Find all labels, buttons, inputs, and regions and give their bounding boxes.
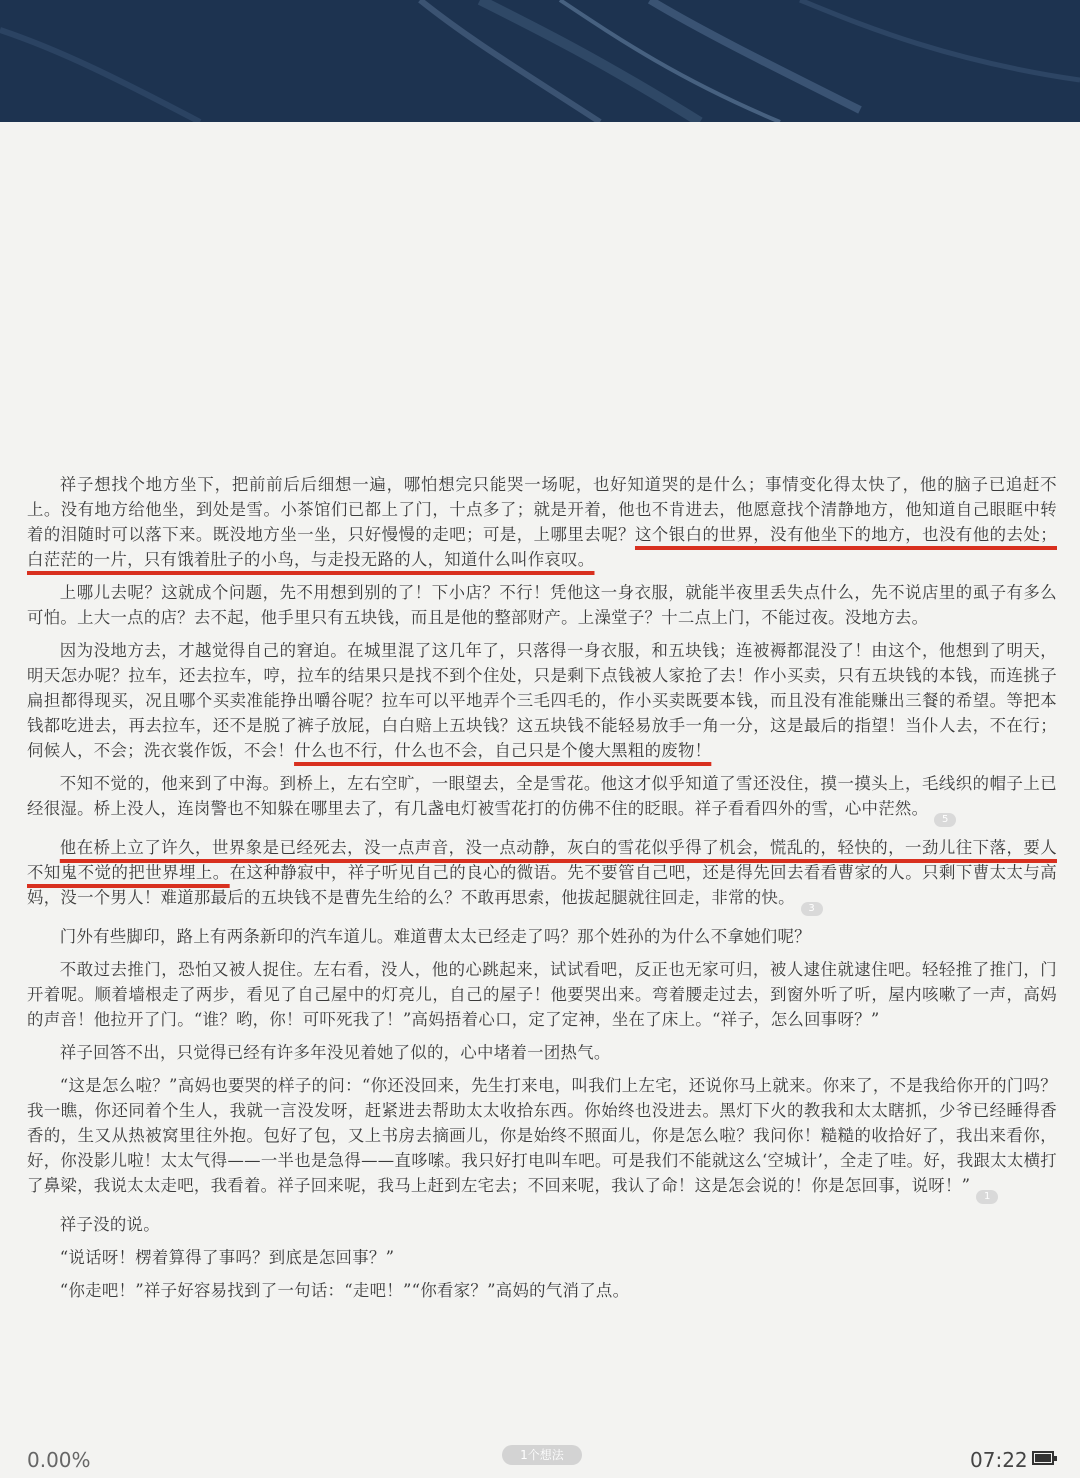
paragraph-text: 上哪儿去呢？这就成个问题，先不用想到别的了！下小店？不行！凭他这一身衣服，就能半夜里丢失点什么，先不说店里的虱子有多么可怕。上大一点的店？去不起，他手里只有五块钱，而且是他的整部财产。上澡堂子？十二点上门，不能过夜。没地方去。	[27, 583, 1057, 627]
paragraph[interactable]	[27, 957, 1057, 1032]
paragraph[interactable]	[27, 1212, 1057, 1237]
book-content[interactable]	[27, 472, 1057, 1311]
highlighted-text[interactable]: 什么也不行，什么也不会，自己只是个傻大黑粗的废物！	[294, 741, 712, 760]
thoughts-button[interactable]: 1个想法	[502, 1445, 582, 1465]
paragraph[interactable]	[27, 1040, 1057, 1065]
paragraph[interactable]	[27, 1073, 1057, 1204]
paragraph-text: 在这种静寂中，祥子听见自己的良心的微语。先不要管自己吧，还是得先回去看看曹家的人。只剩下曹太太与高妈，没一个男人！难道那最后的五块钱不是曹先生给的么？不敢再思索，他拔起腿就往回走，非常的快。	[27, 863, 1057, 907]
highlighted-text[interactable]: 这个银白的世界，没有他坐下的地方，也没有他的去处；白茫茫的一片，只有饿着肚子的小鸟，与走投无路的人，知道什么叫作哀叹。	[27, 525, 1057, 569]
paragraph-text: 祥子回答不出，只觉得已经有许多年没见着她了似的，心中堵着一团热气。	[59, 1043, 611, 1062]
note-count-badge[interactable]: 5	[934, 813, 956, 827]
note-count-badge[interactable]: 1	[976, 1190, 998, 1204]
paragraph-text: “这是怎么啦？”高妈也要哭的样子的问：“你还没回来，先生打来电，叫我们上左宅，还说你马上就来。你来了，不是我给你开的门吗？我一瞧，你还同着个生人，我就一言没发呀，赶紧进去帮助太太收拾东西。你始终也没进去。黑灯下火的教我和太太瞎抓，少爷已经睡得香香的，生又从热被窝里往外抱。包好了包，又上书房去摘画儿，你是始终不照面儿，你是怎么啦？我问你！糙糙的收拾好了，我出来看你，好，你没影儿啦！太太气得——一半也是急得——直哆嗦。我只好打电叫车吧。可是我们不能就这么‘空城计’，全走了哇。好，我跟太太横打了鼻梁，我说太太走吧，我看着。祥子回来呢，我马上赶到左宅去；不回来呢，我认了命！这是怎会说的！你是怎回事，说呀！”	[27, 1076, 1057, 1195]
clock: 07:22	[970, 1448, 1028, 1472]
cover-banner	[0, 0, 1080, 122]
paragraph-text: 不知不觉的，他来到了中海。到桥上，左右空旷，一眼望去，全是雪花。他这才似乎知道了雪还没住，摸一摸头上，毛线织的帽子上已经很湿。桥上没人，连岗警也不知躲在哪里去了，有几盏电灯被雪花打的仿佛不住的眨眼。祥子看看四外的雪，心中茫然。	[27, 774, 1057, 818]
paragraph-text: 门外有些脚印，路上有两条新印的汽车道儿。难道曹太太已经走了吗？那个姓孙的为什么不拿她们呢？	[59, 927, 811, 946]
battery-icon	[1032, 1451, 1054, 1465]
note-count-badge[interactable]: 3	[801, 902, 823, 916]
highlighted-text[interactable]: 他在桥上立了许久，世界象是已经死去，没一点声音，没一点动静，灰白的雪花似乎得了机会，慌乱的，轻快的，一劲儿往下落，要人不知鬼不觉的把世界埋上。	[27, 838, 1057, 882]
paragraph[interactable]	[27, 472, 1057, 572]
paragraph-text: 因为没地方去，才越觉得自己的窘迫。在城里混了这几年了，只落得一身衣服，和五块钱；连被褥都混没了！由这个，他想到了明天，明天怎办呢？拉车，还去拉车，哼，拉车的结果只是找不到个住处，只是剩下点钱被人家抢了去！作小买卖，只有五块钱的本钱，而连挑子扁担都得现买，况且哪个买卖准能挣出嚼谷呢？拉车可以平地弄个三毛四毛的，作小买卖既要本钱，而且没有准能赚出三餐的希望。等把本钱都吃进去，再去拉车，还不是脱了裤子放屁，白白赔上五块钱？这五块钱不能轻易放手一角一分，这是最后的指望！当仆人去，不在行；伺候人，不会；洗衣裳作饭，不会！	[27, 641, 1057, 760]
banner-pattern-icon	[0, 0, 1080, 122]
paragraph[interactable]	[27, 1245, 1057, 1270]
paragraph-text: 祥子想找个地方坐下，把前前后后细想一遍，哪怕想完只能哭一场呢，也好知道哭的是什么；事情变化得太快了，他的脑子已追赶不上。没有地方给他坐，到处是雪。小茶馆们已都上了门，十点多了；就是开着，他也不肯进去，他愿意找个清静地方，他知道自己眼眶中转着的泪随时可以落下来。既没地方坐一坐，只好慢慢的走吧；可是，上哪里去呢？	[27, 475, 1057, 544]
paragraph[interactable]	[27, 580, 1057, 630]
paragraph-text: 祥子没的说。	[59, 1215, 160, 1234]
paragraph[interactable]	[27, 924, 1057, 949]
paragraph-text: “说话呀！楞着算得了事吗？到底是怎回事？”	[59, 1248, 395, 1267]
paragraph[interactable]	[27, 638, 1057, 763]
paragraph[interactable]	[27, 1278, 1057, 1303]
paragraph-text: 不敢过去推门，恐怕又被人捉住。左右看，没人，他的心跳起来，试试看吧，反正也无家可归，被人逮住就逮住吧。轻轻推了推门，门开着呢。顺着墙根走了两步，看见了自己屋中的灯亮儿，自己的屋子！他要哭出来。弯着腰走过去，到窗外听了听，屋内咳嗽了一声，高妈的声音！他拉开了门。“谁？哟，你！可吓死我了！”高妈捂着心口，定了定神，坐在了床上。“祥子，怎么回事呀？”	[27, 960, 1057, 1029]
paragraph[interactable]	[27, 835, 1057, 916]
paragraph[interactable]	[27, 771, 1057, 827]
paragraph-text: “你走吧！”祥子好容易找到了一句话：“走吧！”“你看家？”高妈的气消了点。	[59, 1281, 630, 1300]
reading-progress: 0.00%	[27, 1448, 91, 1472]
